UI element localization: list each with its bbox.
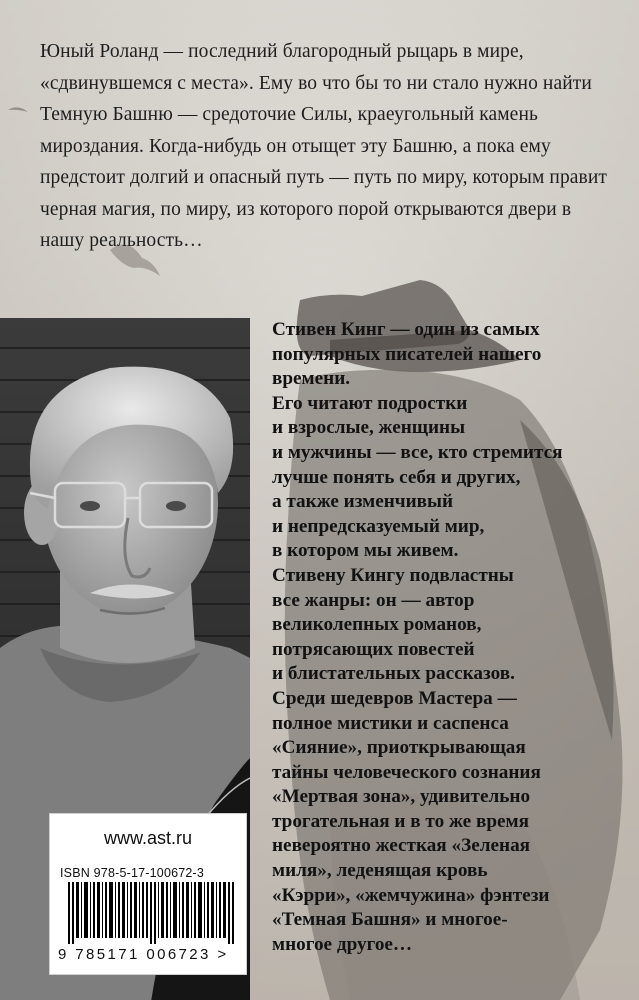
- bio-line: и взрослые, женщины: [272, 417, 466, 439]
- bio-line: тайны человеческого сознания: [272, 761, 541, 783]
- bio-line: потрясающих повестей: [272, 638, 475, 660]
- bio-line: в котором мы живем.: [272, 540, 459, 562]
- bio-line: и блистательных рассказов.: [272, 663, 515, 685]
- bio-line: и мужчины — все, кто стремится: [272, 441, 563, 463]
- bio-line: Стивен Кинг — один из самых: [272, 319, 540, 340]
- bio-line: лучше понять себя и других,: [272, 466, 521, 488]
- isbn-text: ISBN 978-5-17-100672-3: [60, 866, 205, 880]
- bio-line: «Мертвая зона», удивительно: [272, 786, 531, 808]
- bio-line: миля», леденящая кровь: [272, 860, 488, 882]
- author-bio: [272, 318, 617, 957]
- bio-line: великолепных романов,: [272, 614, 482, 636]
- bio-line: а также изменчивый: [272, 491, 454, 513]
- bio-line: Его читают подростки: [272, 392, 468, 414]
- barcode-icon: [68, 882, 236, 944]
- barcode-panel: [50, 814, 246, 974]
- bio-line: популярных писателей нашего: [272, 343, 542, 365]
- bio-line: и непредсказуемый мир,: [272, 515, 485, 537]
- bio-line: Среди шедевров Мастера —: [272, 687, 517, 709]
- bio-line: трогательная и в то же время: [272, 810, 529, 832]
- bio-line: «Темная Башня» и многое-: [272, 909, 508, 931]
- bio-line: «Кэрри», «жемчужина» фэнтези: [272, 884, 550, 906]
- bio-line: невероятно жесткая «Зеленая: [272, 835, 531, 857]
- bio-line: многое другое…: [272, 933, 413, 955]
- barcode-number: 9 785171 006723 >: [58, 946, 229, 963]
- bio-line: времени.: [272, 368, 351, 390]
- bio-line: Стивену Кингу подвластны: [272, 564, 514, 586]
- bio-line: все жанры: он — автор: [272, 589, 475, 611]
- bio-line: «Сияние», приоткрывающая: [272, 737, 526, 759]
- book-blurb: Юный Роланд — последний благородный рыцарь в мире, «сдвинувшемся с места». Ему во что бы то ни стало нужно найти Темную Башню — средоточие Силы, краеугольный камень мироздания. Когда-нибудь он отыщет эту Башню, а пока ему предстоит долгий и опасный путь — путь по миру, которым правит черная магия, по миру, из которого порой открываются двери в нашу реальность…: [40, 41, 608, 251]
- publisher-website: www.ast.ru: [103, 828, 193, 848]
- bio-line: полное мистики и саспенса: [272, 712, 509, 734]
